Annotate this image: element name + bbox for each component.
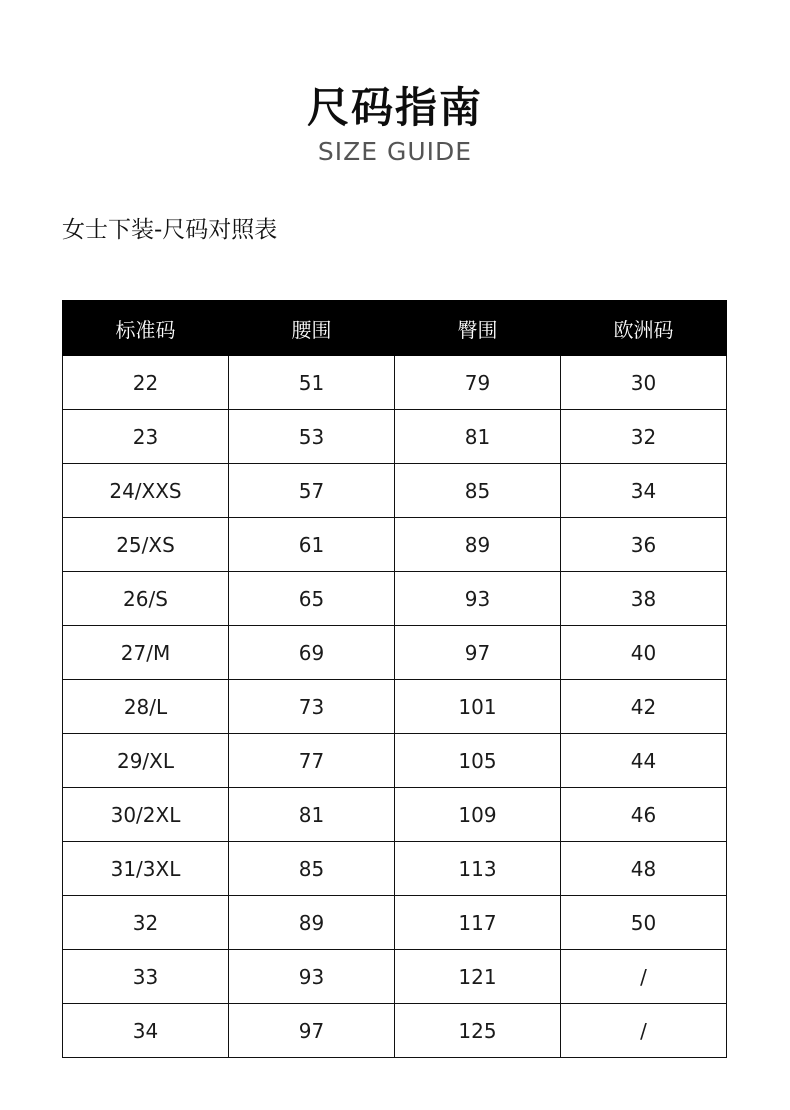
size-table xyxy=(62,300,727,1058)
table-cell: 24/XXS xyxy=(63,464,229,518)
table-cell: 97 xyxy=(229,1004,395,1058)
table-cell: 33 xyxy=(63,950,229,1004)
table-row xyxy=(63,410,727,464)
table-cell: / xyxy=(561,1004,727,1058)
table-cell: 42 xyxy=(561,680,727,734)
table-cell: 89 xyxy=(229,896,395,950)
table-cell: 51 xyxy=(229,356,395,410)
table-row xyxy=(63,896,727,950)
table-cell: 85 xyxy=(229,842,395,896)
table-cell: 50 xyxy=(561,896,727,950)
table-cell: 93 xyxy=(395,572,561,626)
table-cell: 36 xyxy=(561,518,727,572)
table-cell: 79 xyxy=(395,356,561,410)
table-cell: 25/XS xyxy=(63,518,229,572)
table-cell: 93 xyxy=(229,950,395,1004)
table-cell: 34 xyxy=(561,464,727,518)
table-header-row xyxy=(63,301,727,356)
table-cell: 125 xyxy=(395,1004,561,1058)
table-row xyxy=(63,1004,727,1058)
table-row xyxy=(63,734,727,788)
table-cell: 65 xyxy=(229,572,395,626)
table-cell: 34 xyxy=(63,1004,229,1058)
table-cell: 85 xyxy=(395,464,561,518)
table-cell: 23 xyxy=(63,410,229,464)
table-cell: 31/3XL xyxy=(63,842,229,896)
table-cell: 29/XL xyxy=(63,734,229,788)
table-cell: 22 xyxy=(63,356,229,410)
table-cell: 32 xyxy=(63,896,229,950)
table-cell: 121 xyxy=(395,950,561,1004)
table-row xyxy=(63,464,727,518)
table-cell: 73 xyxy=(229,680,395,734)
column-header-hip: 臀围 xyxy=(395,301,561,356)
table-row xyxy=(63,356,727,410)
table-cell: 44 xyxy=(561,734,727,788)
table-cell: 57 xyxy=(229,464,395,518)
table-cell: 89 xyxy=(395,518,561,572)
table-cell: 26/S xyxy=(63,572,229,626)
table-cell: 101 xyxy=(395,680,561,734)
table-cell: 61 xyxy=(229,518,395,572)
table-cell: 113 xyxy=(395,842,561,896)
table-row xyxy=(63,680,727,734)
page-title: 尺码指南 xyxy=(306,83,483,132)
column-header-standard-size: 标准码 xyxy=(63,301,229,356)
table-cell: 69 xyxy=(229,626,395,680)
table-cell: 81 xyxy=(395,410,561,464)
table-cell: 77 xyxy=(229,734,395,788)
table-row xyxy=(63,950,727,1004)
table-cell: 46 xyxy=(561,788,727,842)
table-cell: 28/L xyxy=(63,680,229,734)
table-cell: 109 xyxy=(395,788,561,842)
table-cell: 97 xyxy=(395,626,561,680)
table-row xyxy=(63,518,727,572)
table-cell: 27/M xyxy=(63,626,229,680)
table-cell: 48 xyxy=(561,842,727,896)
table-cell: 53 xyxy=(229,410,395,464)
table-cell: 30/2XL xyxy=(63,788,229,842)
table-row xyxy=(63,788,727,842)
table-cell: 30 xyxy=(561,356,727,410)
table-row xyxy=(63,626,727,680)
table-cell: / xyxy=(561,950,727,1004)
column-header-waist: 腰围 xyxy=(229,301,395,356)
table-cell: 105 xyxy=(395,734,561,788)
table-row xyxy=(63,842,727,896)
table-cell: 81 xyxy=(229,788,395,842)
column-header-eu-size: 欧洲码 xyxy=(561,301,727,356)
table-cell: 117 xyxy=(395,896,561,950)
table-cell: 32 xyxy=(561,410,727,464)
section-title: 女士下装-尺码对照表 xyxy=(62,217,278,243)
table-cell: 38 xyxy=(561,572,727,626)
table-cell: 40 xyxy=(561,626,727,680)
page-subtitle: SIZE GUIDE xyxy=(317,137,473,166)
table-row xyxy=(63,572,727,626)
